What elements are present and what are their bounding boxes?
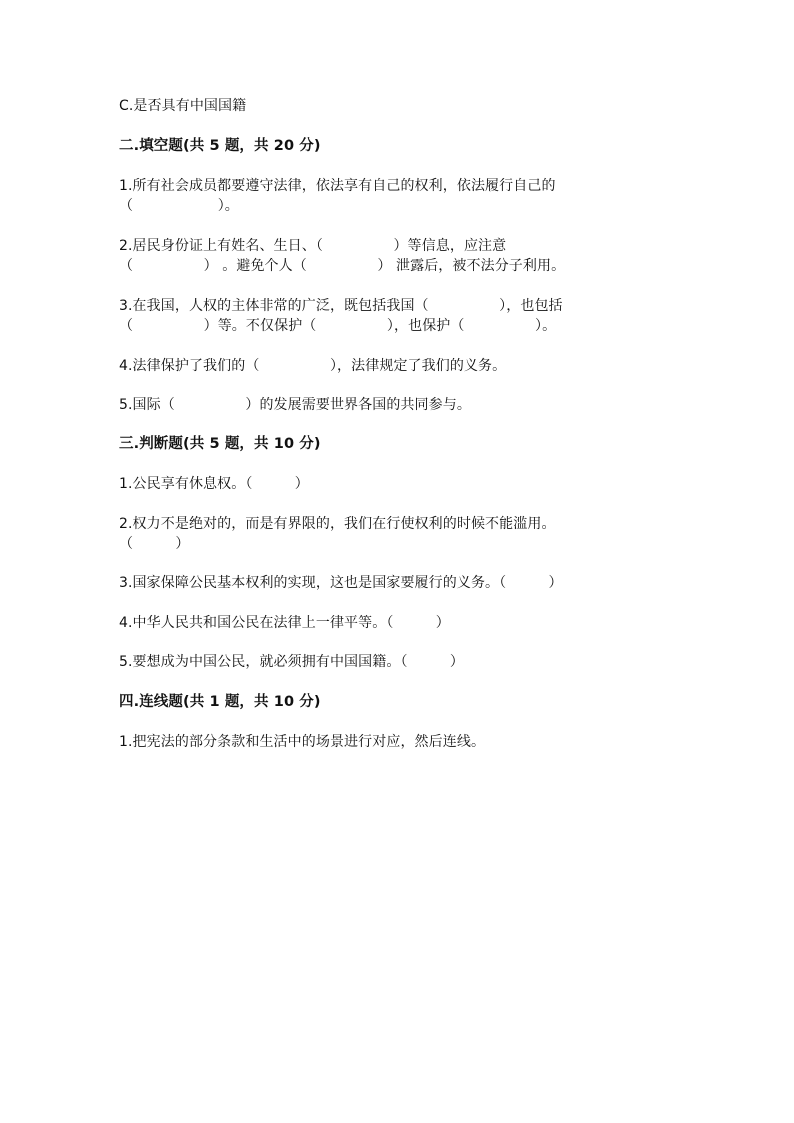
judge-question-4: 4.中华人民共和国公民在法律上一律平等。（ ） [119, 615, 450, 631]
fill-question-3-line-1: 3.在我国，人权的主体非常的广泛，既包括我国（ ），也包括 [119, 298, 563, 314]
judge-question-5: 5.要想成为中国公民，就必须拥有中国国籍。（ ） [119, 654, 464, 670]
judge-question-1: 1.公民享有休息权。（ ） [119, 476, 309, 492]
section-heading-true-false: 三.判断题(共 5 题，共 10 分) [119, 436, 321, 452]
fill-question-5: 5.国际（ ）的发展需要世界各国的共同参与。 [119, 397, 471, 413]
fill-question-1-line-2: （ ）。 [119, 198, 239, 214]
fill-question-1-line-1: 1.所有社会成员都要遵守法律，依法享有自己的权利，依法履行自己的 [119, 178, 556, 194]
fill-question-4: 4.法律保护了我们的（ ），法律规定了我们的义务。 [119, 358, 507, 374]
fill-question-3-line-2: （ ）等。不仅保护（ ），也保护（ ）。 [119, 318, 557, 334]
matching-question-1: 1.把宪法的部分条款和生活中的场景进行对应，然后连线。 [119, 734, 486, 750]
judge-question-2-line-2: （ ） [119, 536, 190, 552]
fill-question-2-line-2: （ ） 。避免个人（ ） 泄露后，被不法分子利用。 [119, 258, 566, 274]
fill-question-2-line-1: 2.居民身份证上有姓名、生日、（ ）等信息，应注意 [119, 238, 507, 254]
section-heading-fill-blank: 二.填空题(共 5 题，共 20 分) [119, 138, 321, 154]
section-heading-matching: 四.连线题(共 1 题，共 10 分) [119, 694, 321, 710]
option-c: C.是否具有中国国籍 [119, 98, 247, 114]
judge-question-3: 3.国家保障公民基本权利的实现，这也是国家要履行的义务。（ ） [119, 575, 563, 591]
judge-question-2-line-1: 2.权力不是绝对的，而是有界限的，我们在行使权利的时候不能滥用。 [119, 516, 556, 532]
